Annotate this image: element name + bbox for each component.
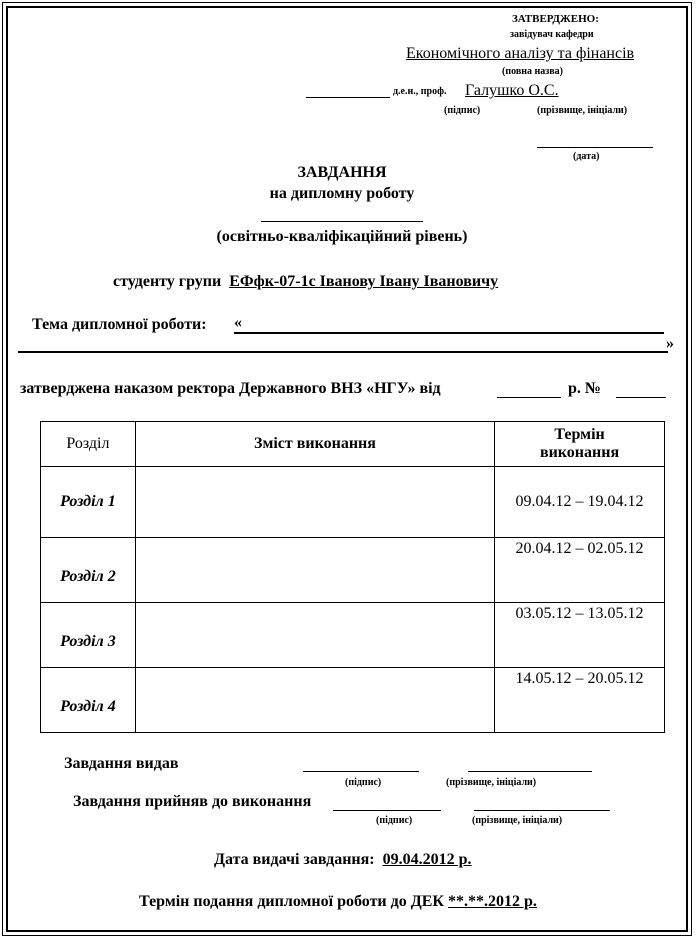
header-section: Розділ — [41, 422, 136, 467]
table-header-row — [41, 422, 665, 467]
table-row — [41, 538, 665, 603]
section-cell: Розділ 3 — [41, 603, 136, 668]
topic-line-2 — [18, 351, 668, 353]
student-line — [113, 273, 498, 291]
section-cell: Розділ 4 — [41, 668, 136, 733]
deadline-date-value: **.**.2012 р. — [448, 893, 537, 910]
department-name: Економічного аналізу та фінансів — [406, 45, 635, 62]
deadline-label: Термін подання дипломної роботи до ДЕК — [139, 893, 445, 910]
term-cell: 03.05.12 – 13.05.12 — [495, 603, 665, 668]
accepted-signature-line — [333, 810, 441, 811]
table-row — [41, 668, 665, 733]
date-line — [537, 147, 653, 148]
table-row — [41, 467, 665, 538]
issued-label: Завдання видав — [64, 755, 179, 772]
document-subtitle: на дипломну роботу — [269, 185, 415, 202]
content-cell — [135, 538, 494, 603]
order-number-line — [616, 397, 666, 398]
issue-date-label: Дата видачі завдання: — [214, 851, 375, 868]
order-text: затверджена наказом ректора Державного ВНЗ «НГУ» від — [20, 380, 441, 397]
head-label: завідувач кафедри — [510, 29, 594, 40]
topic-label: Тема дипломної роботи: — [32, 316, 207, 333]
head-signature-caption: (підпис) — [444, 105, 481, 116]
level-line — [261, 221, 423, 222]
student-group-name: ЕФфк-07-1с Іванову Івану Івановичу — [229, 273, 499, 290]
order-date-line — [497, 397, 561, 398]
student-prefix: студенту групи — [113, 273, 222, 290]
term-cell: 09.04.12 – 19.04.12 — [495, 467, 665, 538]
degree-label: д.е.н., проф. — [393, 86, 447, 97]
topic-open-quote: « — [234, 314, 242, 331]
topic-close-quote: » — [666, 335, 674, 352]
head-signature-line — [306, 97, 390, 98]
table-row — [41, 603, 665, 668]
issued-name-line — [468, 771, 592, 772]
deadline-line — [139, 893, 537, 911]
order-year-suffix: р. № — [568, 380, 601, 397]
content-cell — [135, 603, 494, 668]
date-caption: (дата) — [573, 151, 600, 162]
level-caption: (освітньо-кваліфікаційний рівень) — [216, 228, 468, 245]
head-name-caption: (прізвище, ініціали) — [537, 105, 628, 116]
header-content: Зміст виконання — [135, 422, 494, 467]
accepted-name-caption: (прізвище, ініціали) — [472, 815, 563, 826]
accepted-signature-caption: (підпис) — [376, 815, 413, 826]
section-cell: Розділ 2 — [41, 538, 136, 603]
issue-date-line — [214, 851, 472, 869]
content-cell — [135, 467, 494, 538]
issue-date-value: 09.04.2012 р. — [382, 851, 472, 868]
accepted-label: Завдання прийняв до виконання — [73, 793, 312, 810]
section-cell: Розділ 1 — [41, 467, 136, 538]
head-name: Галушко О.С. — [465, 82, 559, 99]
document-title: ЗАВДАННЯ — [297, 164, 387, 181]
topic-line-1 — [234, 332, 664, 334]
term-cell: 20.04.12 – 02.05.12 — [495, 538, 665, 603]
issued-signature-line — [303, 771, 419, 772]
full-name-caption: (повна назва) — [502, 66, 564, 77]
approved-label: ЗАТВЕРДЖЕНО: — [512, 13, 599, 25]
accepted-name-line — [474, 810, 610, 811]
term-cell: 14.05.12 – 20.05.12 — [495, 668, 665, 733]
schedule-table — [40, 421, 665, 733]
issued-name-caption: (прізвище, ініціали) — [446, 777, 537, 788]
content-cell — [135, 668, 494, 733]
header-term: Термін виконання — [495, 422, 665, 467]
issued-signature-caption: (підпис) — [345, 777, 382, 788]
